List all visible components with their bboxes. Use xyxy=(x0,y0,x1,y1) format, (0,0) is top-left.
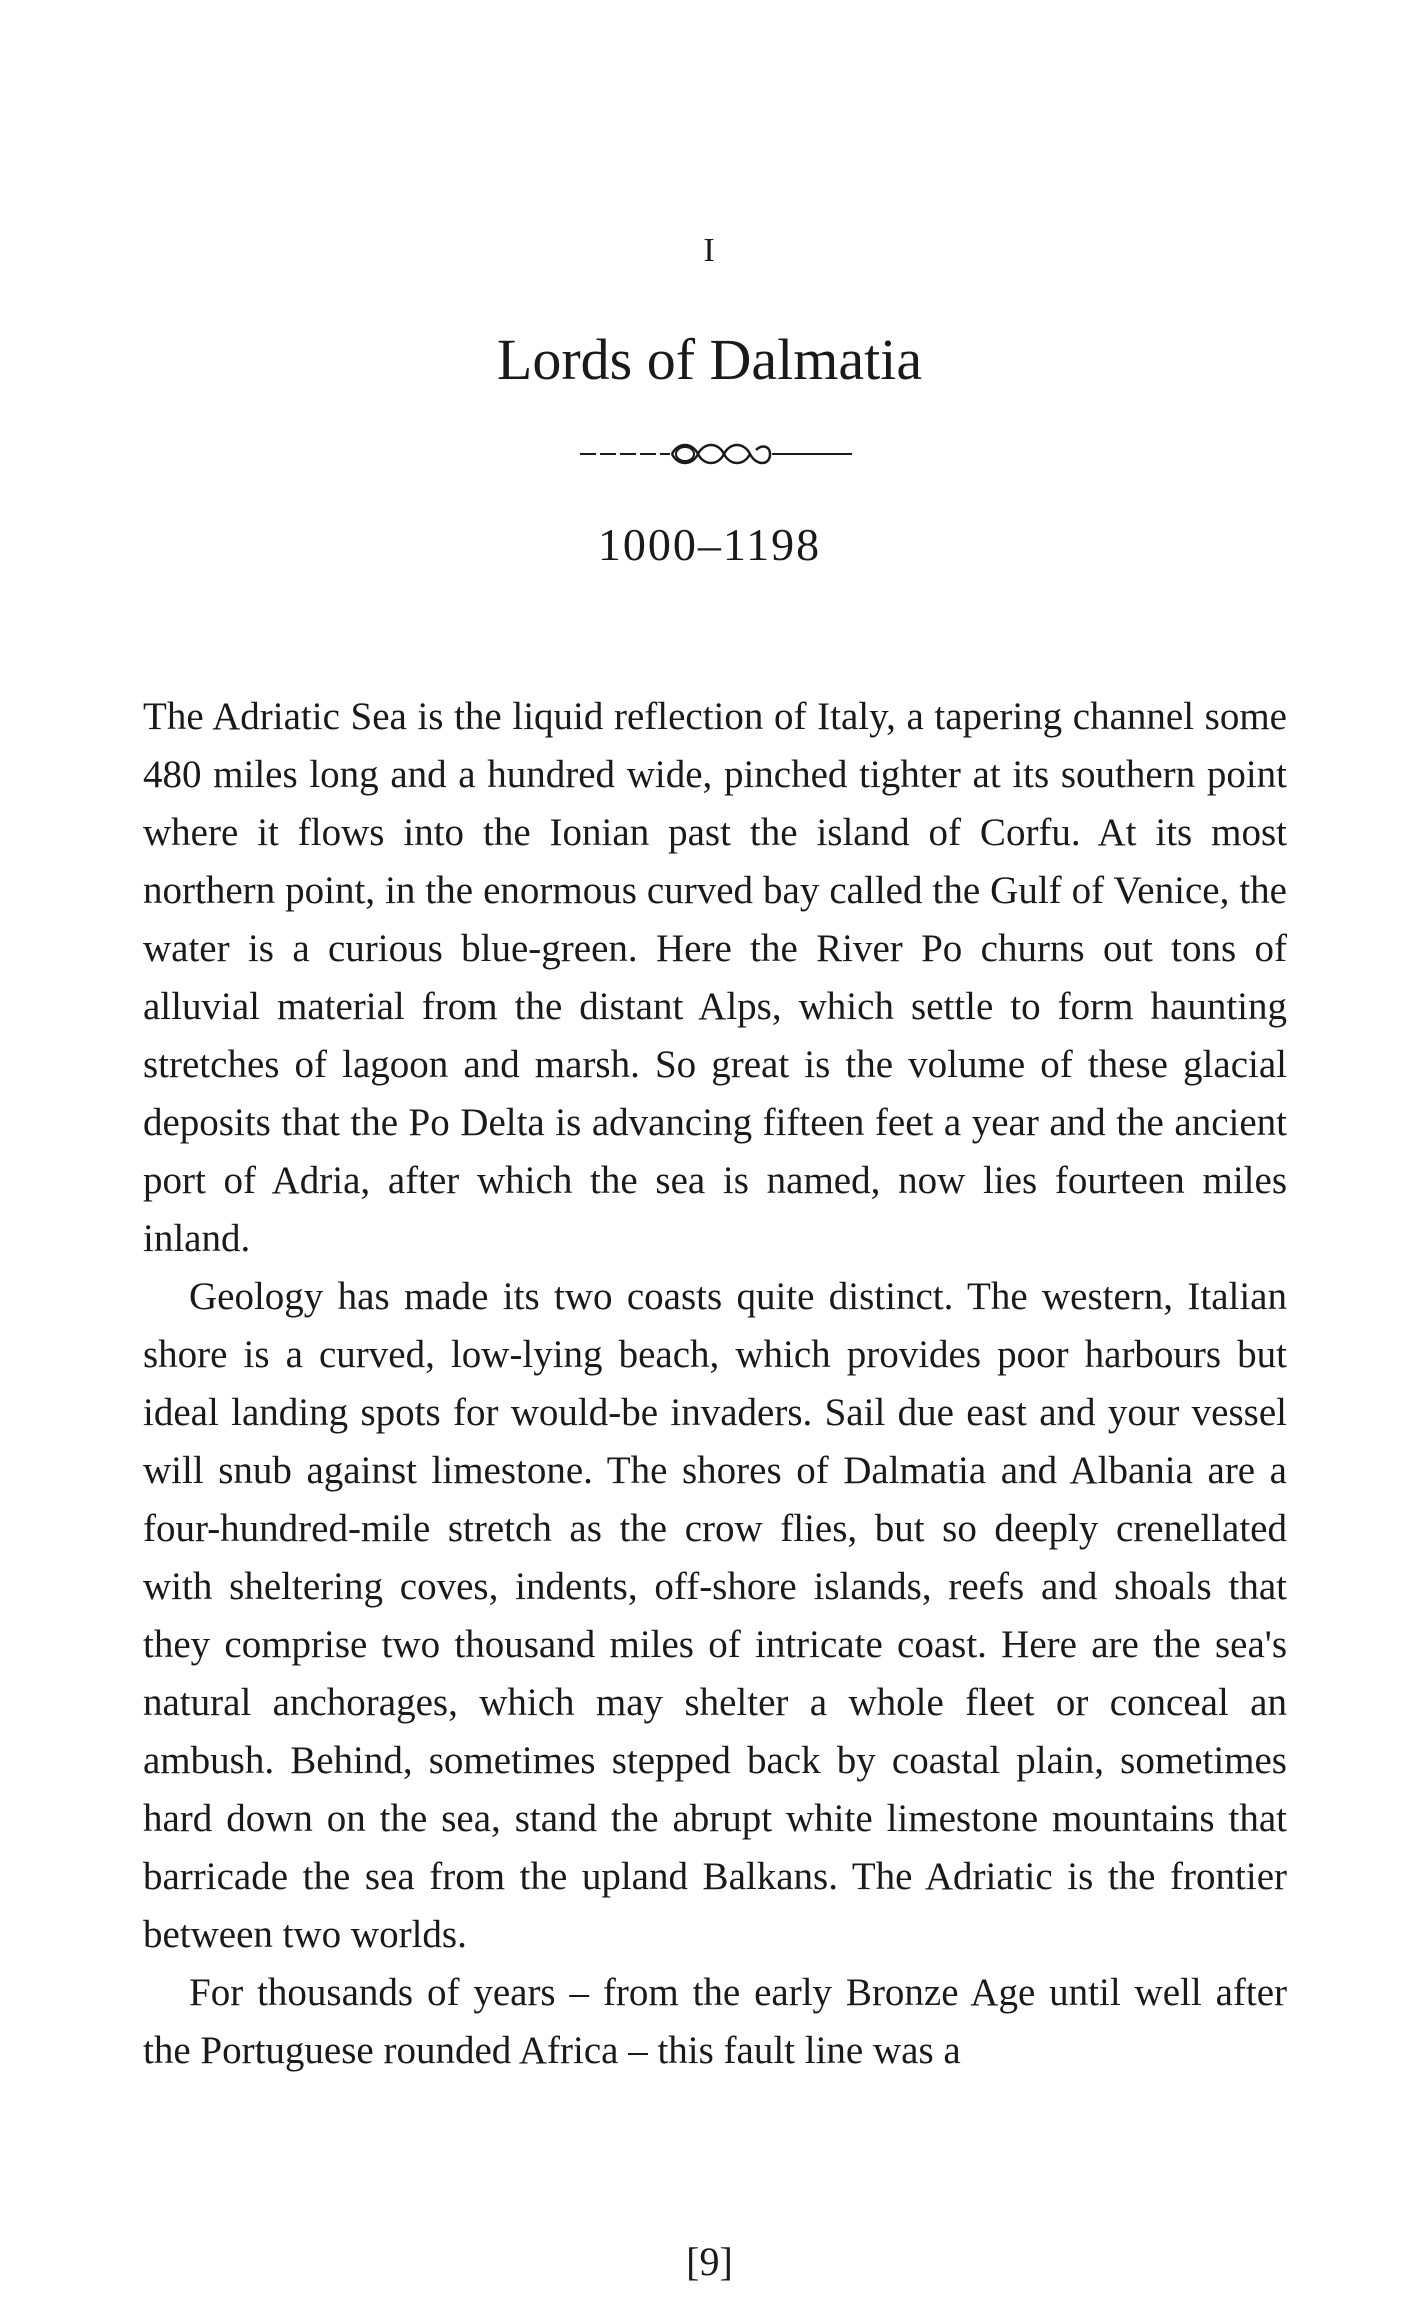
knot-ornament-icon xyxy=(580,438,852,468)
paragraph: For thousands of years – from the early Bronze Age until well after the Portuguese rounded Africa – this fault line was a xyxy=(143,1971,1287,2072)
body-text xyxy=(143,688,1287,2080)
chapter-title: Lords of Dalmatia xyxy=(496,327,923,392)
paragraph: The Adriatic Sea is the liquid reflection of Italy, a tapering channel some 480 miles long and a hundred wide, pinched tighter at its southern point where it flows into the Ionian past the island of Corfu. At its most northern point, in the enormous curved bay called the Gulf of Venice, the water is a curious blue-green. Here the River Po churns out tons of alluvial material from the distant Alps, which settle to form haunting stretches of lagoon and marsh. So great is the volume of these glacial deposits that the Po Delta is advancing fifteen feet a year and the ancient port of Adria, after which the sea is named, now lies fourteen miles inland. xyxy=(143,695,1287,1260)
chapter-date-range: 1000–1198 xyxy=(597,519,822,570)
paragraph: Geology has made its two coasts quite distinct. The western, Italian shore is a curved, low-lying beach, which provides poor harbours but ideal landing spots for would-be invaders. Sail due east and your vessel will snub against limestone. The shores of Dalmatia and Albania are a four-hundred-mile stretch as the crow flies, but so deeply crenellated with sheltering coves, indents, off-shore islands, reefs and shoals that they comprise two thousand miles of intricate coast. Here are the sea's natural anchorages, which may shelter a whole fleet or conceal an ambush. Behind, sometimes stepped back by coastal plain, sometimes hard down on the sea, stand the abrupt white limestone mountains that barricade the sea from the upland Balkans. The Adriatic is the frontier between two worlds. xyxy=(143,1275,1287,1956)
chapter-number: I xyxy=(703,232,716,269)
page-number: [9] xyxy=(686,2239,733,2284)
